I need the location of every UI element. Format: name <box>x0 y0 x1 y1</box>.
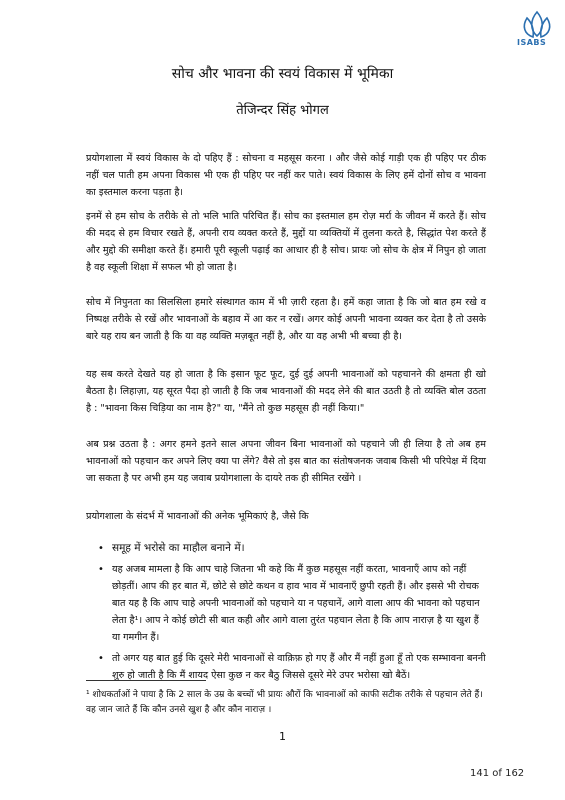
footnote-divider <box>86 680 206 681</box>
paragraph-5: अब प्रश्न उठता है : अगर हमने इतने साल अपना जीवन बिना भावनाओं को पहचाने जी ही लिया है तो अब हम भावनाओं को पहचान कर अपने लिए क्या पा लेंगे? वैसे तो इस बात का संतोषजनक जवाब किसी भी परिपेक्ष में दिया जा सकता है पर अभी हम यह जवाब प्रयोगशाला के दायरे तक ही सीमित रखेंगे । <box>86 439 486 484</box>
list-item <box>96 540 488 557</box>
page-title: सोच और भावना की स्वयं विकास में भूमिका <box>171 66 394 82</box>
bullet-icon: • <box>98 564 104 575</box>
bullet-icon: • <box>98 543 104 554</box>
roles-list <box>96 540 488 684</box>
list-item <box>96 561 488 646</box>
author-name: तेजिन्दर सिंह भोगल <box>236 103 329 118</box>
paragraph-6: प्रयोगशाला के संदर्भ में भावनाओं की अनेक भूमिकाएं है, जैसे कि <box>86 511 309 522</box>
footnote: ¹ शोधकर्ताओं ने पाया है कि 2 साल के उम्र के बच्चों भी प्रायः औरों कि भावनाओं को काफी सटीक तरीके से पहचान लेते हैं। वह जान जाते हैं कि कौन उनसे खुश है और कौन नाराज़ । <box>86 690 483 715</box>
list-item <box>96 650 488 684</box>
logo-text: ISABS <box>517 38 547 47</box>
paragraph-1: प्रयोगशाला में स्वयं विकास के दो पहिए हैं : सोचना व महसूस करना । और जैसे कोई गाड़ी एक ही पहिए पर ठीक नहीं चल पाती हम अपना विकास भी एक ही पहिए पर नहीं कर पाते। स्वयं विकास के लिए हमें दोनों सोच व भावना का इस्तमाल करना पड़ता है। <box>86 153 486 198</box>
paragraph-3: सोच में निपुनता का सिलसिला हमारे संस्थागत काम में भी ज़ारी रहता है। हमें कहा जाता है कि जो बात हम रखे व निष्पक्ष तरीके से रखें और भावनाओं के बहाव में आ कर न रखें। अगर कोई अपनी भावना व्यक्त कर देता है तो उसके बारे यह राय बन जाती है कि या वह व्यक्ति मज़बूत नहीं है, और या वह अभी भी बच्चा ही है। <box>86 297 486 342</box>
list-item-text: समूह में भरोसे का माहौल बनाने में। <box>112 542 245 554</box>
paragraph-2: इनमें से हम सोच के तरीके से तो भलि भाति परिचित हैं। सोच का इस्तमाल हम रोज़ मर्रा के जीवन में करते हैं। सोच की मदद से हम विचार रखते हैं, अपनी राय व्यक्त करते हैं, मुद्दों या व्यक्तियों में तुलना करते है, सिद्धांत पेश करते हैं और मुद्दो की समीक्षा करते हैं। हमारी पूरी स्कूली पढ़ाई का आधार ही है सोच। प्रायः जो सोच के क्षेत्र में निपुन हो जाता है वह स्कूली शिक्षा में सफल भी हो जाता है। <box>86 211 486 273</box>
list-item-text: यह अजब मामला है कि आप चाहे जितना भी कहे कि मैं कुछ महसूस नहीं करता, भावनाएँ आप को नहीं छोड़तीं। आप की हर बात में, छोटे से छोटे कथन व हाव भाव में भावनाएँ छुपी रहती हैं। और इससे भी रोचक बात यह है कि आप चाहे अपनी भावनाओं को पहचाने या न पहचानें, आगे वाला आप की भावना को पहचान लेता है¹। आप ने कोई छोटी सी बात कही और आगे वाला तुरंत पहचान लेता है कि आप नाराज़ है या खुश हैं या गमगीन हैं। <box>112 564 480 643</box>
list-item-text: तो अगर यह बात हुई कि दूसरे मेरी भावनाओं से वाक़िफ़ हो गए हैं और मैं नहीं हुआ हूँ तो एक सम्भावना बननी शुरु हो जाती है कि मैं शायद ऐसा कुछ न कर बैठु जिससे दूसरे मेरे उपर भरोसा खो बैठें। <box>112 653 486 681</box>
page-number: 1 <box>279 730 286 743</box>
page-count: 141 of 162 <box>470 768 525 779</box>
bullet-icon: • <box>98 653 104 664</box>
paragraph-4: यह सब करते देखते यह हो जाता है कि इसान फूट फूट, दुई दुई अपनी भावनाओं को पहचानने की क्षमता ही खो बैठता है। लिहाज़ा, यह सूरत पैदा हो जाती है कि जब भावनाओं की मदद लेने की बात उठती है तो व्यक्ति बोल उठता है : "भावना किस चिड़िया का नाम है?" या, "मैंने तो कुछ महसूस ही नहीं किया।" <box>86 369 486 414</box>
